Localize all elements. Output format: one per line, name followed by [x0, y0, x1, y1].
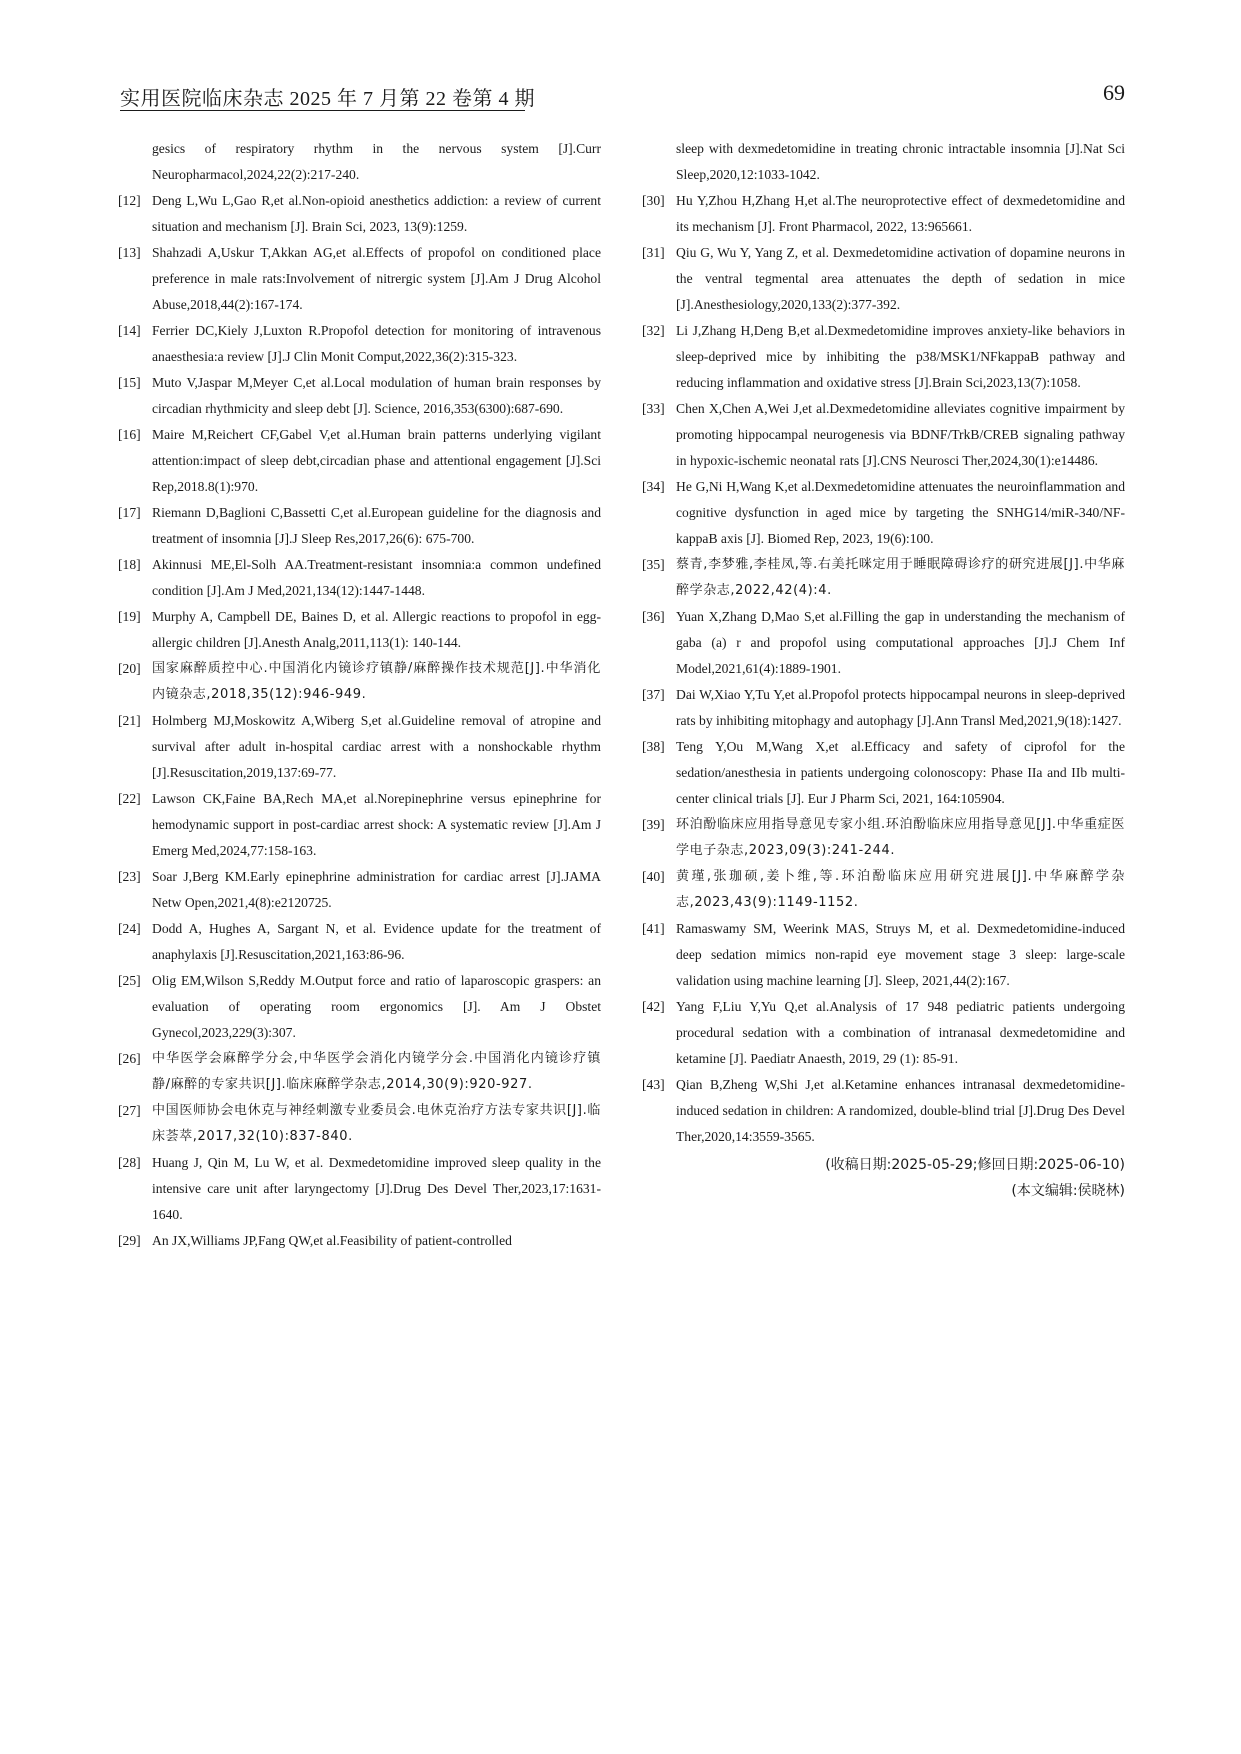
reference-number: [26] [118, 1051, 141, 1066]
right-reference-column [642, 136, 1125, 1150]
reference-text: 蔡青,李梦雅,李桂凤,等.右美托咪定用于睡眠障碍诊疗的研究进展[J].中华麻醉学杂志,2022,42(4):4. [676, 557, 1125, 598]
reference-number: [33] [642, 401, 665, 416]
reference-text: Holmberg MJ,Moskowitz A,Wiberg S,et al.Guideline removal of atropine and survival after adult in-hospital cardiac arrest with a nonshockable rhythm [J].Resuscitation,2019,137:69-77. [152, 713, 601, 780]
reference-number: [13] [118, 245, 141, 260]
reference-item [118, 656, 601, 708]
editor-note: (本文编辑:侯晓林) [1011, 1183, 1125, 1199]
reference-item [118, 604, 601, 656]
reference-text: Deng L,Wu L,Gao R,et al.Non-opioid anesthetics addiction: a review of current situation and mechanism [J]. Brain Sci, 2023, 13(9):1259. [152, 193, 601, 234]
reference-text: Qiu G, Wu Y, Yang Z, et al. Dexmedetomidine activation of dopamine neurons in the ventral tegmental area attenuates the depth of sedation in mice [J].Anesthesiology,2020,133(2):377-392. [676, 245, 1125, 312]
reference-number: [25] [118, 973, 141, 988]
reference-text: Akinnusi ME,El-Solh AA.Treatment-resistant insomnia:a common undefined condition [J].Am J Med,2021,134(12):1447-1448. [152, 557, 601, 598]
reference-text: Lawson CK,Faine BA,Rech MA,et al.Norepinephrine versus epinephrine for hemodynamic support in post-cardiac arrest shock: A systematic review [J].Am J Emerg Med,2024,77:158-163. [152, 791, 601, 858]
reference-text: Qian B,Zheng W,Shi J,et al.Ketamine enhances intranasal dexmedetomidine-induced sedation in children: A randomized, double-blind trial [J].Drug Des Devel Ther,2020,14:3559-3565. [676, 1077, 1125, 1144]
reference-text: Teng Y,Ou M,Wang X,et al.Efficacy and safety of ciprofol for the sedation/anesthesia in patients undergoing colonoscopy: Phase IIa and IIb multi-center clinical trials [J]. Eur J Pharm Sci, 2021, 164:105904. [676, 739, 1125, 806]
reference-item [118, 370, 601, 422]
left-reference-column [118, 136, 601, 1254]
reference-item [118, 188, 601, 240]
reference-number: [40] [642, 869, 665, 884]
reference-item [642, 240, 1125, 318]
reference-text: Huang J, Qin M, Lu W, et al. Dexmedetomidine improved sleep quality in the intensive care unit after laryngectomy [J].Drug Des Devel Ther,2023,17:1631-1640. [152, 1155, 601, 1222]
reference-number: [24] [118, 921, 141, 936]
reference-number: [34] [642, 479, 665, 494]
reference-item [642, 396, 1125, 474]
reference-text: Soar J,Berg KM.Early epinephrine administration for cardiac arrest [J].JAMA Netw Open,2021,4(8):e2120725. [152, 869, 601, 910]
reference-number: [21] [118, 713, 141, 728]
reference-number: [41] [642, 921, 665, 936]
reference-item [118, 552, 601, 604]
reference-text: Shahzadi A,Uskur T,Akkan AG,et al.Effects of propofol on conditioned place preference in male rats:Involvement of nitrergic system [J].Am J Drug Alcohol Abuse,2018,44(2):167-174. [152, 245, 601, 312]
reference-item [118, 1098, 601, 1150]
reference-number: [32] [642, 323, 665, 338]
reference-text: Riemann D,Baglioni C,Bassetti C,et al.European guideline for the diagnosis and treatment of insomnia [J].J Sleep Res,2017,26(6): 675-700. [152, 505, 601, 546]
reference-number: [17] [118, 505, 141, 520]
reference-number: [38] [642, 739, 665, 754]
reference-item [118, 500, 601, 552]
reference-item [642, 318, 1125, 396]
reference-item [642, 812, 1125, 864]
reference-item [642, 188, 1125, 240]
reference-text: 国家麻醉质控中心.中国消化内镜诊疗镇静/麻醉操作技术规范[J].中华消化内镜杂志,2018,35(12):946-949. [152, 661, 601, 702]
reference-item [642, 552, 1125, 604]
reference-item [642, 734, 1125, 812]
reference-text: Yuan X,Zhang D,Mao S,et al.Filling the gap in understanding the mechanism of gaba (a) r and propofol using computational approaches [J].J Chem Inf Model,2021,61(4):1889-1901. [676, 609, 1125, 676]
reference-item [118, 422, 601, 500]
reference-item [118, 1150, 601, 1228]
reference-number: [39] [642, 817, 665, 832]
journal-title: 实用医院临床杂志 2025 年 7 月第 22 卷第 4 期 [120, 88, 535, 110]
reference-number: [12] [118, 193, 141, 208]
reference-item [642, 682, 1125, 734]
reference-item [118, 318, 601, 370]
reference-item [118, 968, 601, 1046]
reference-number: [31] [642, 245, 665, 260]
reference-number: [27] [118, 1103, 141, 1118]
reference-item [642, 864, 1125, 916]
reference-number: [15] [118, 375, 141, 390]
reference-text: Li J,Zhang H,Deng B,et al.Dexmedetomidine improves anxiety-like behaviors in sleep-deprived mice by inhibiting the p38/MSK1/NFkappaB pathway and reducing inflammation and oxidative stress [J].Brain Sci,2023,13(7):1058. [676, 323, 1125, 390]
reference-text: He G,Ni H,Wang K,et al.Dexmedetomidine attenuates the neuroinflammation and cognitive dysfunction in aged mice by targeting the SNHG14/miR-340/NF-kappaB axis [J]. Biomed Rep, 2023, 19(6):100. [676, 479, 1125, 546]
reference-number: [30] [642, 193, 665, 208]
reference-number: [19] [118, 609, 141, 624]
reference-number: [43] [642, 1077, 665, 1092]
reference-number: [16] [118, 427, 141, 442]
reference-text: Ferrier DC,Kiely J,Luxton R.Propofol detection for monitoring of intravenous anaesthesia:a review [J].J Clin Monit Comput,2022,36(2):315-323. [152, 323, 601, 364]
reference-number: [18] [118, 557, 141, 572]
page-number: 69 [1103, 80, 1125, 105]
reference-number: [29] [118, 1233, 141, 1248]
reference-text: An JX,Williams JP,Fang QW,et al.Feasibility of patient-controlled [152, 1233, 512, 1248]
reference-item [118, 864, 601, 916]
reference-continuation: gesics of respiratory rhythm in the nervous system [J].Curr Neuropharmacol,2024,22(2):217-240. [152, 141, 601, 182]
reference-item [118, 1228, 601, 1254]
reference-number: [35] [642, 557, 665, 572]
reference-item [642, 994, 1125, 1072]
reference-text: Yang F,Liu Y,Yu Q,et al.Analysis of 17 948 pediatric patients undergoing procedural sedation with a combination of intranasal dexmedetomidine and ketamine [J]. Paediatr Anaesth, 2019, 29 (1): 85-91. [676, 999, 1125, 1066]
reference-item [118, 916, 601, 968]
reference-item [642, 1072, 1125, 1150]
reference-number: [37] [642, 687, 665, 702]
reference-text: 中国医师协会电休克与神经刺激专业委员会.电休克治疗方法专家共识[J].临床荟萃,2017,32(10):837-840. [152, 1103, 601, 1144]
reference-number: [23] [118, 869, 141, 884]
reference-text: Hu Y,Zhou H,Zhang H,et al.The neuroprotective effect of dexmedetomidine and its mechanism [J]. Front Pharmacol, 2022, 13:965661. [676, 193, 1125, 234]
reference-number: [20] [118, 661, 141, 676]
reference-item [642, 916, 1125, 994]
reference-text: Dai W,Xiao Y,Tu Y,et al.Propofol protects hippocampal neurons in sleep-deprived rats by inhibiting mitophagy and autophagy [J].Ann Transl Med,2021,9(18):1427. [676, 687, 1125, 728]
reference-number: [28] [118, 1155, 141, 1170]
page-header [120, 78, 1125, 112]
reference-item [118, 786, 601, 864]
reference-text: 黄瑾,张珈硕,姜卜维,等.环泊酚临床应用研究进展[J].中华麻醉学杂志,2023,43(9):1149-1152. [676, 869, 1125, 910]
reference-number: [14] [118, 323, 141, 338]
reference-number: [42] [642, 999, 665, 1014]
reference-text: Murphy A, Campbell DE, Baines D, et al. Allergic reactions to propofol in egg-allergic children [J].Anesth Analg,2011,113(1): 140-144. [152, 609, 601, 650]
reference-item [118, 708, 601, 786]
reference-item [642, 474, 1125, 552]
reference-text: Olig EM,Wilson S,Reddy M.Output force and ratio of laparoscopic graspers: an evaluation of operating room ergonomics [J]. Am J Obstet Gynecol,2023,229(3):307. [152, 973, 601, 1040]
received-dates: (收稿日期:2025-05-29;修回日期:2025-06-10) [825, 1157, 1125, 1173]
reference-item [118, 1046, 601, 1098]
reference-text: Dodd A, Hughes A, Sargant N, et al. Evidence update for the treatment of anaphylaxis [J].Resuscitation,2021,163:86-96. [152, 921, 601, 962]
reference-number: [36] [642, 609, 665, 624]
reference-text: 环泊酚临床应用指导意见专家小组.环泊酚临床应用指导意见[J].中华重症医学电子杂志,2023,09(3):241-244. [676, 817, 1125, 858]
reference-text: Muto V,Jaspar M,Meyer C,et al.Local modulation of human brain responses by circadian rhythmicity and sleep debt [J]. Science, 2016,353(6300):687-690. [152, 375, 601, 416]
reference-number: [22] [118, 791, 141, 806]
reference-text: 中华医学会麻醉学分会,中华医学会消化内镜学分会.中国消化内镜诊疗镇静/麻醉的专家共识[J].临床麻醉学杂志,2014,30(9):920-927. [152, 1051, 601, 1092]
reference-text: Chen X,Chen A,Wei J,et al.Dexmedetomidine alleviates cognitive impairment by promoting hippocampal neurogenesis via BDNF/TrkB/CREB signaling pathway in hypoxic-ischemic neonatal rats [J].CNS Neurosci Ther,2024,30(1):e14486. [676, 401, 1125, 468]
reference-text: Maire M,Reichert CF,Gabel V,et al.Human brain patterns underlying vigilant attention:impact of sleep debt,circadian phase and attentional engagement [J].Sci Rep,2018.8(1):970. [152, 427, 601, 494]
reference-continuation: sleep with dexmedetomidine in treating chronic intractable insomnia [J].Nat Sci Sleep,2020,12:1033-1042. [676, 141, 1125, 182]
reference-text: Ramaswamy SM, Weerink MAS, Struys M, et al. Dexmedetomidine-induced deep sedation mimics non-rapid eye movement stage 3 sleep: large-scale validation using machine learning [J]. Sleep, 2021,44(2):167. [676, 921, 1125, 988]
header-rule [120, 110, 525, 111]
reference-item [642, 604, 1125, 682]
reference-item [118, 240, 601, 318]
